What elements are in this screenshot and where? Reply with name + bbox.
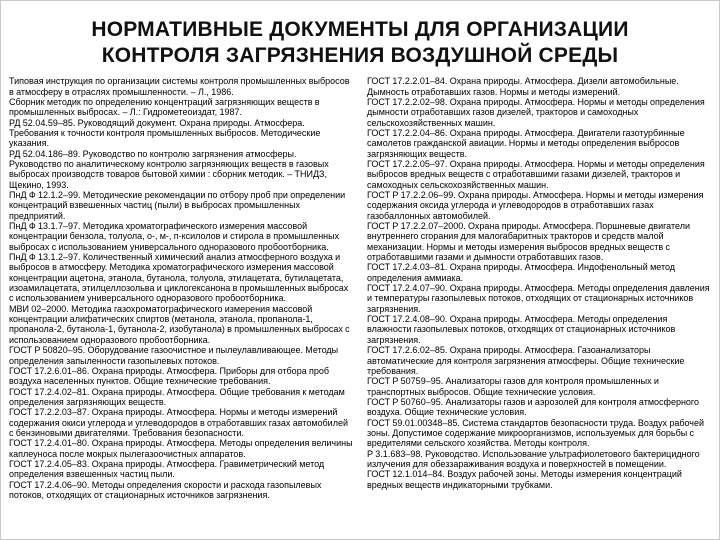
document-entry: ГОСТ 17.2.2.01–84. Охрана природы. Атмосфера. Дизели автомобильные. Дымность отработавших газов. Нормы и методы измерений. [367, 76, 679, 97]
document-entry: ГОСТ 59.01.00348–85. Система стандартов безопасности труда. Воздух рабочей зоны. Допустимое содержание микроорганизмов, используемых для борьбы с вредителями сельского хозяйства. Методы контроля. [367, 417, 705, 449]
document-entry: ГОСТ 17.2.6.01–86. Охрана природы. Атмосфера. Приборы для отбора проб воздуха населенных пунктов. Общие технические требования. [9, 365, 330, 387]
document-entry: РД 52.04.186–89. Руководство по контролю загрязнения атмосферы. [9, 148, 297, 159]
document-entry: ГОСТ 17.2.4.06–90. Методы определения скорости и расхода газопылевых потоков, отходящих от стационарных источников загрязнения. [9, 479, 322, 500]
document-entry: ГОСТ Р 50820–95. Оборудование газоочистное и пылеулавливающее. Методы определения запыленности газопылевых потоков. [9, 345, 339, 366]
document-entry: ГОСТ 17.2.4.01–80. Охрана природы. Атмосфера. Методы определения величины каплеуноса после мокрых пылегазоочистных аппаратов. [9, 438, 353, 459]
document-entry: ГОСТ 17.2.4.05–83. Охрана природы. Атмосфера. Гравиметрический метод определения взвешенных частиц пыли. [9, 458, 325, 480]
page-title: НОРМАТИВНЫЕ ДОКУМЕНТЫ ДЛЯ ОРГАНИЗАЦИИ КОНТРОЛЯ ЗАГРЯЗНЕНИЯ ВОЗДУШНОЙ СРЕДЫ [91, 18, 629, 67]
document-entry: ГОСТ 17.2.4.08–90. Охрана природы. Атмосфера. Методы определения влажности газопылевых потоков, отходящих от стационарных источников загрязнения. [367, 314, 676, 345]
document-entry: ГОСТ Р 17.2.2.07–2000. Охрана природы. Атмосфера. Поршневые двигатели внутреннего сгорания для малогабаритных тракторов и средств малой механизации. Нормы и методы измерения выбросов вредных веществ с отработавшими газами и дымности отработавших газов. [367, 221, 690, 263]
document-entry: ГОСТ 17.2.2.02–98. Охрана природы. Атмосфера. Нормы и методы определения дымности отработавших газов дизелей, тракторов и самоходных сельскохозяйственных машин. [367, 96, 705, 128]
document-entry: Сборник методик по определению концентраций загрязняющих веществ в промышленных выбросах. – Л.: Гидрометеоиздат, 1987. [9, 96, 320, 118]
document-entry: Типовая инструкция по организации системы контроля промышленных выбросов в атмосферу в отраслях промышленности. – Л., 1986. [9, 76, 350, 97]
document-entry: МВИ 02–2000. Методика газохроматографического измерения массовой концентрации алифатических спиртов (метанола, этанола, пропанола-1, пропанола-2, бутанола-1, бутанола-2, изобутанола) в промышленных выбросах с использованием одноразового пробоотборника. [9, 303, 350, 345]
document-entry: ГОСТ Р 50759–95. Анализаторы газов для контроля промышленных и транспортных выбросов. Общие технические условия. [367, 376, 659, 397]
right-column [367, 76, 711, 500]
document-entry: ГОСТ 17.2.4.02–81. Охрана природы. Атмосфера. Общие требования к методам определения загрязняющих веществ. [9, 386, 345, 407]
left-column [9, 76, 353, 500]
document-entry: ПнД Ф 13.1.2–97. Количественный химический анализ атмосферного воздуха и выбросов в атмосферу. Методика хроматографического измерения массовой концентрации ацетона, этанола, бутанола, толуола, этилацетата, бутилацетата, изоамилацетата, этилцеллозольва и циклогексанона в промышленных выбросах с использованием универсального одноразового пробоотборника. [9, 252, 349, 304]
document-entry: ГОСТ Р 17.2.2.06–99. Охрана природы. Атмосфера. Нормы и методы измерения содержания оксида углерода и углеводородов в отработавших газах газобаллонных автомобилей. [367, 190, 704, 221]
document-entry: Руководство по аналитическому контролю загрязняющих веществ в газовых выбросах производств товаров бытовой химии : сборник методик. – ТНИДЗ, Щекино, 1993. [9, 158, 329, 190]
document-entry: ГОСТ 17.2.2.05–97. Охрана природы. Атмосфера. Нормы и методы определения выбросов вредных веществ с отработавшими газами дизелей, тракторов и самоходных сельскохозяйственных машин. [367, 158, 705, 190]
document-entry: РД 52.04.59–85. Руководящий документ. Охрана природы. Атмосфера. Требования к точности контроля промышленных выбросов. Методические указания. [9, 117, 321, 149]
document-entry: ПнД Ф 13.1.7–97. Методика хроматографического измерения массовой концентрации бензола, толуола, о-, м-, п-ксилолов и стирола в промышленных выбросах с использованием универсального одноразового пробоотборника. [9, 221, 340, 252]
document-entry: ГОСТ 17.2.2.04–86. Охрана природы. Атмосфера. Двигатели газотурбинные самолетов гражданской авиации. Нормы и методы определения выбросов загрязняющих веществ. [367, 127, 685, 159]
document-entry: ГОСТ 17.2.4.03–81. Охрана природы. Атмосфера. Индофенольный метод определения аммиака. [367, 262, 676, 283]
document-entry: ГОСТ 17.2.2.03–87. Охрана природы. Атмосфера. Нормы и методы измерений содержания окиси углерода и углеводородов в отработавших газах автомобилей с бензиновыми двигателями. Требования безопасности. [9, 407, 348, 438]
document-entry: Р 3.1.683–98. Руководство. Использование ультрафиолетового бактерицидного излучения для обеззараживания воздуха и поверхностей в помещении. [367, 448, 700, 469]
document-list [1, 74, 719, 506]
document-entry: ГОСТ 12.1.014–84. Воздух рабочей зоны. Методы измерения концентраций вредных веществ индикаторными трубками. [367, 469, 682, 490]
document-entry: ГОСТ 17.2.4.07–90. Охрана природы. Атмосфера. Методы определения давления и температуры газопылевых потоков, отходящих от стационарных источников загрязнения. [367, 283, 710, 314]
document-entry: ГОСТ Р 50760–95. Анализаторы газов и аэрозолей для контроля атмосферного воздуха. Общие технические условия. [367, 396, 700, 418]
document-entry: ПнД Ф 12.1.2–99. Методические рекомендации по отбору проб при определении концентраций взвешенных частиц (пыли) в выбросах промышленных предприятий. [9, 190, 346, 221]
document-entry: ГОСТ 17.2.6.02–85. Охрана природы. Атмосфера. Газоанализаторы автоматические для контроля загрязнения атмосферы. Общие технические требования. [367, 345, 685, 376]
